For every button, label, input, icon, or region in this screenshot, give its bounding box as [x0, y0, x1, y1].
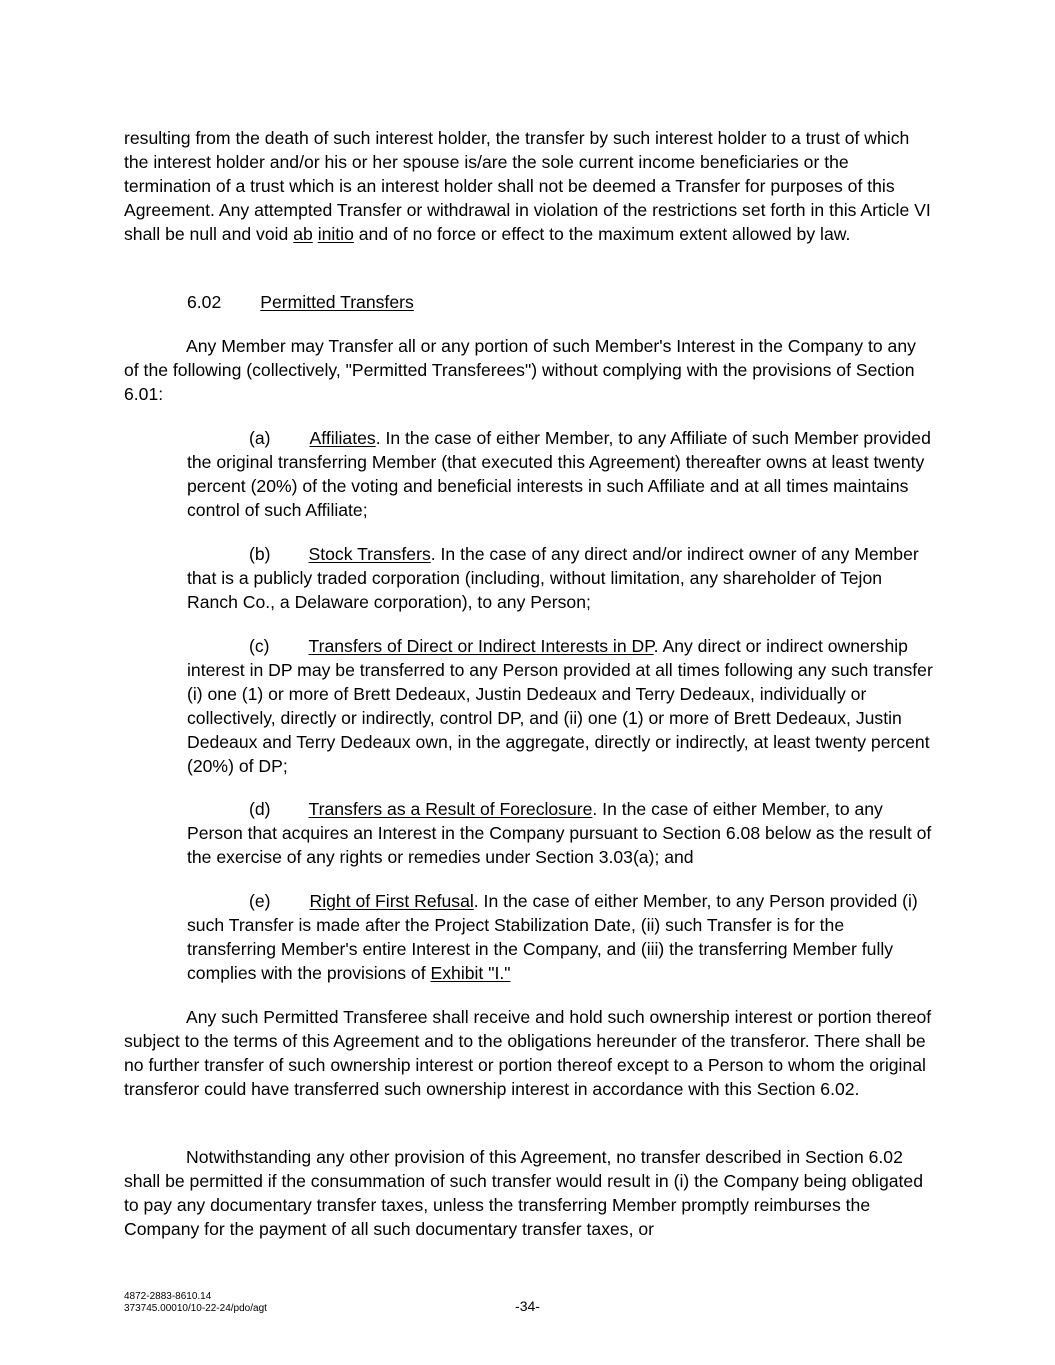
section-heading [187, 290, 414, 314]
intro-text-end: and of no force or effect to the maximum extent allowed by law. [353, 224, 851, 244]
footer-matter-id: 373745.00010/10-22-24/pdo/agt [124, 1303, 267, 1314]
item-d [187, 797, 937, 869]
item-heading: Transfers as a Result of Foreclosure [308, 799, 593, 819]
intro-text: resulting from the death of such interest holder, the transfer by such interest holder to a trust of which the interest holder and/or his or her spouse is/are the sole current income beneficiaries or the termination of a trust which is an interest holder shall not be deemed a Transfer for purposes of this Agreement. Any attempted Transfer or withdrawal in violation of the restrictions set forth in this Article VI shall be null and void [124, 128, 931, 244]
item-e [187, 889, 937, 985]
ab-term: ab [293, 224, 313, 244]
permitted-transferee-paragraph: Any such Permitted Transferee shall receive and hold such ownership interest or portion thereof subject to the terms of this Agreement and to the obligations hereunder of the transferor. There shall be no further transfer of such ownership interest or portion thereof except to a Person to whom the original transferor could have transferred such ownership interest in accordance with this Section 6.02. [124, 1007, 932, 1099]
page-number: -34- [515, 1298, 540, 1314]
item-a [187, 426, 937, 522]
item-heading: Stock Transfers [308, 544, 431, 564]
item-heading: Affiliates [309, 428, 376, 448]
item-c [187, 634, 937, 778]
item-text: . In the case of either Member, to any Person that acquires an Interest in the Company pursuant to Section 6.08 below as the result of the exercise of any rights or remedies under Section 3.03(a); and [187, 799, 932, 867]
item-label: (b) [249, 544, 271, 564]
item-b [187, 542, 937, 614]
item-label: (c) [249, 636, 270, 656]
section-title: Permitted Transfers [260, 292, 414, 312]
item-label: (d) [249, 799, 271, 819]
notwithstanding-paragraph: Notwithstanding any other provision of this Agreement, no transfer described in Section 6.02 shall be permitted if the consummation of such transfer would result in (i) the Company being obligated to pay any documentary transfer taxes, unless the transferring Member promptly reimburses the Company for the payment of all such documentary transfer taxes, or [124, 1147, 923, 1239]
item-text: . In the case of either Member, to any Affiliate of such Member provided the original transferring Member (that executed this Agreement) thereafter owns at least twenty percent (20%) of the voting and beneficial interests in such Affiliate and at all times maintains control of such Affiliate; [187, 428, 931, 520]
item-heading: Right of First Refusal [309, 891, 474, 911]
exhibit-reference: Exhibit "I." [430, 963, 511, 983]
item-text: . Any direct or indirect ownership interest in DP may be transferred to any Person provided at all times following any such transfer (i) one (1) or more of Brett Dedeaux, Justin Dedeaux and Terry Dedeaux, individually or collectively, directly or indirectly, control DP, and (ii) one (1) or more of Brett Dedeaux, Justin Dedeaux and Terry Dedeaux own, in the aggregate, directly or indirectly, at least twenty percent (20%) of DP; [187, 636, 933, 776]
intro-paragraph [124, 126, 934, 246]
item-label: (a) [249, 428, 271, 448]
section-number: 6.02 [187, 292, 222, 312]
item-text: . In the case of any direct and/or indirect owner of any Member that is a publicly traded corporation (including, without limitation, any shareholder of Tejon Ranch Co., a Delaware corporation), to any Person; [187, 544, 919, 612]
item-label: (e) [249, 891, 271, 911]
item-text: . In the case of either Member, to any Person provided (i) such Transfer is made after the Project Stabilization Date, (ii) such Transfer is for the transferring Member's entire Interest in the Company, and (iii) the transferring Member fully complies with the provisions of [187, 891, 918, 983]
initio-term: initio [317, 224, 354, 244]
footer-doc-id: 4872-2883-8610.14 [124, 1291, 212, 1302]
item-heading: Transfers of Direct or Indirect Interests in DP [308, 636, 654, 656]
lead-paragraph: Any Member may Transfer all or any portion of such Member's Interest in the Company to any of the following (collectively, "Permitted Transferees") without complying with the provisions of Section 6.01: [124, 336, 916, 404]
